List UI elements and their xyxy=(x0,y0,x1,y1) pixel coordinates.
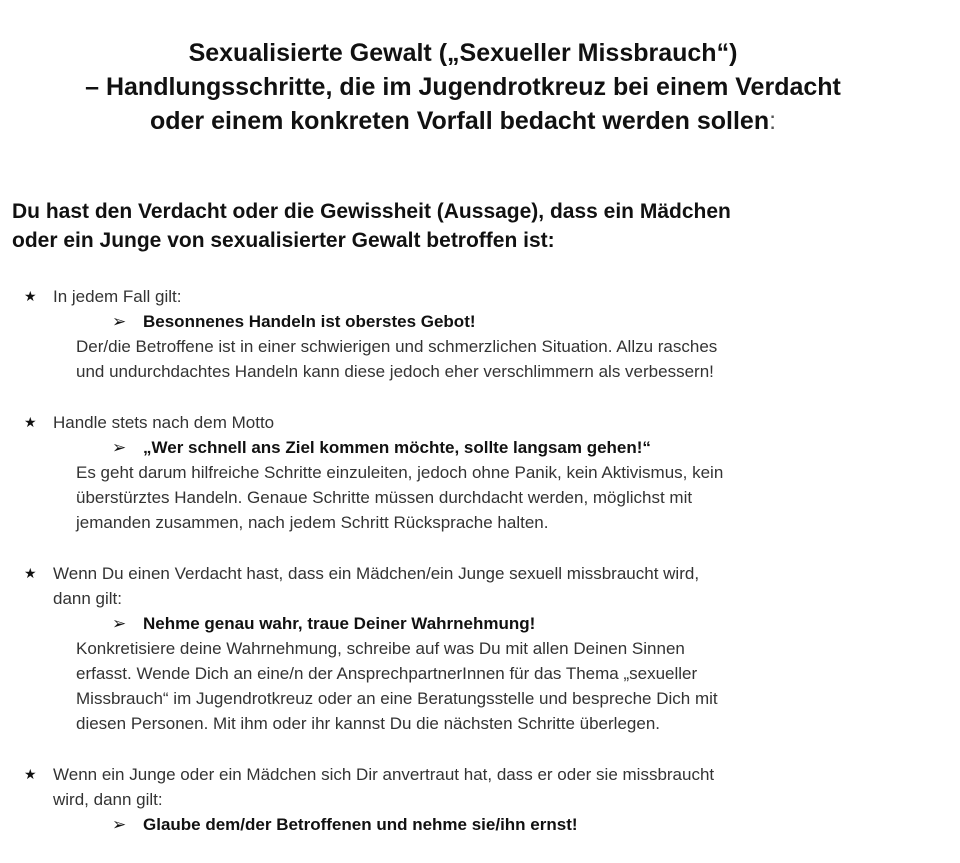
arrow-bullet-icon: ➢ xyxy=(112,312,127,331)
list-item xyxy=(0,561,960,736)
item-body-line: jemanden zusammen, nach jedem Schritt Rücksprache halten. xyxy=(76,513,549,532)
list-item xyxy=(0,762,960,837)
lead-heading xyxy=(12,197,942,255)
star-bullet-icon: ★ xyxy=(24,288,37,304)
item-intro xyxy=(53,561,933,611)
item-body xyxy=(76,334,926,384)
star-bullet-icon: ★ xyxy=(24,565,37,581)
item-emphasis-text: Besonnenes Handeln ist oberstes Gebot! xyxy=(143,312,476,331)
item-intro xyxy=(53,284,933,309)
star-bullet-icon: ★ xyxy=(24,766,37,782)
item-intro-line: Wenn Du einen Verdacht hast, dass ein Mädchen/ein Junge sexuell missbraucht wird, xyxy=(53,564,700,583)
item-body-line: Der/die Betroffene ist in einer schwierigen und schmerzlichen Situation. Allzu rasches xyxy=(76,337,718,356)
title-line-1: Sexualisierte Gewalt („Sexueller Missbrauch“) xyxy=(188,39,738,67)
title-colon: : xyxy=(769,107,777,135)
title-line-2: – Handlungsschritte, die im Jugendrotkreuz bei einem Verdacht xyxy=(85,73,841,101)
document-title xyxy=(0,36,926,138)
item-body xyxy=(76,636,926,736)
item-intro-line: In jedem Fall gilt: xyxy=(53,287,182,306)
item-body-line: diesen Personen. Mit ihm oder ihr kannst Du die nächsten Schritte überlegen. xyxy=(76,714,660,733)
item-body-line: Konkretisiere deine Wahrnehmung, schreibe auf was Du mit allen Deinen Sinnen xyxy=(76,639,685,658)
item-intro xyxy=(53,410,933,435)
lead-line-2: oder ein Junge von sexualisierter Gewalt betroffen ist: xyxy=(12,229,555,252)
item-emphasis xyxy=(112,309,960,334)
item-emphasis-text: Glaube dem/der Betroffenen und nehme sie/ihn ernst! xyxy=(143,815,578,834)
item-emphasis xyxy=(112,812,960,837)
item-intro-line: Handle stets nach dem Motto xyxy=(53,413,275,432)
guidance-list xyxy=(0,284,960,863)
star-bullet-icon: ★ xyxy=(24,414,37,430)
item-emphasis xyxy=(112,435,960,460)
item-intro xyxy=(53,762,933,812)
title-line-3-text: oder einem konkreten Vorfall bedacht werden sollen xyxy=(149,107,770,135)
item-body-line: und undurchdachtes Handeln kann diese jedoch eher verschlimmern als verbessern! xyxy=(76,362,714,381)
item-body-line: Es geht darum hilfreiche Schritte einzuleiten, jedoch ohne Panik, kein Aktivismus, kein xyxy=(76,463,724,482)
arrow-bullet-icon: ➢ xyxy=(112,614,127,633)
item-body-line: Missbrauch“ im Jugendrotkreuz oder an eine Beratungsstelle und bespreche Dich mit xyxy=(76,689,718,708)
item-body-line: erfasst. Wende Dich an eine/n der AnsprechpartnerInnen für das Thema „sexueller xyxy=(76,664,698,683)
list-item xyxy=(0,410,960,535)
arrow-bullet-icon: ➢ xyxy=(112,438,127,457)
item-intro-line: wird, dann gilt: xyxy=(53,790,163,809)
item-emphasis-text: „Wer schnell ans Ziel kommen möchte, sollte langsam gehen!“ xyxy=(143,438,651,457)
item-emphasis-text: Nehme genau wahr, traue Deiner Wahrnehmung! xyxy=(143,614,536,633)
item-body-line: überstürztes Handeln. Genaue Schritte müssen durchdacht werden, möglichst mit xyxy=(76,488,693,507)
arrow-bullet-icon: ➢ xyxy=(112,815,127,834)
lead-line-1: Du hast den Verdacht oder die Gewissheit (Aussage), dass ein Mädchen xyxy=(12,200,731,223)
title-line-3 xyxy=(0,104,926,138)
item-intro-line: Wenn ein Junge oder ein Mädchen sich Dir anvertraut hat, dass er oder sie missbraucht xyxy=(53,765,715,784)
item-emphasis xyxy=(112,611,960,636)
item-intro-line: dann gilt: xyxy=(53,589,122,608)
item-body xyxy=(76,460,926,535)
list-item xyxy=(0,284,960,384)
